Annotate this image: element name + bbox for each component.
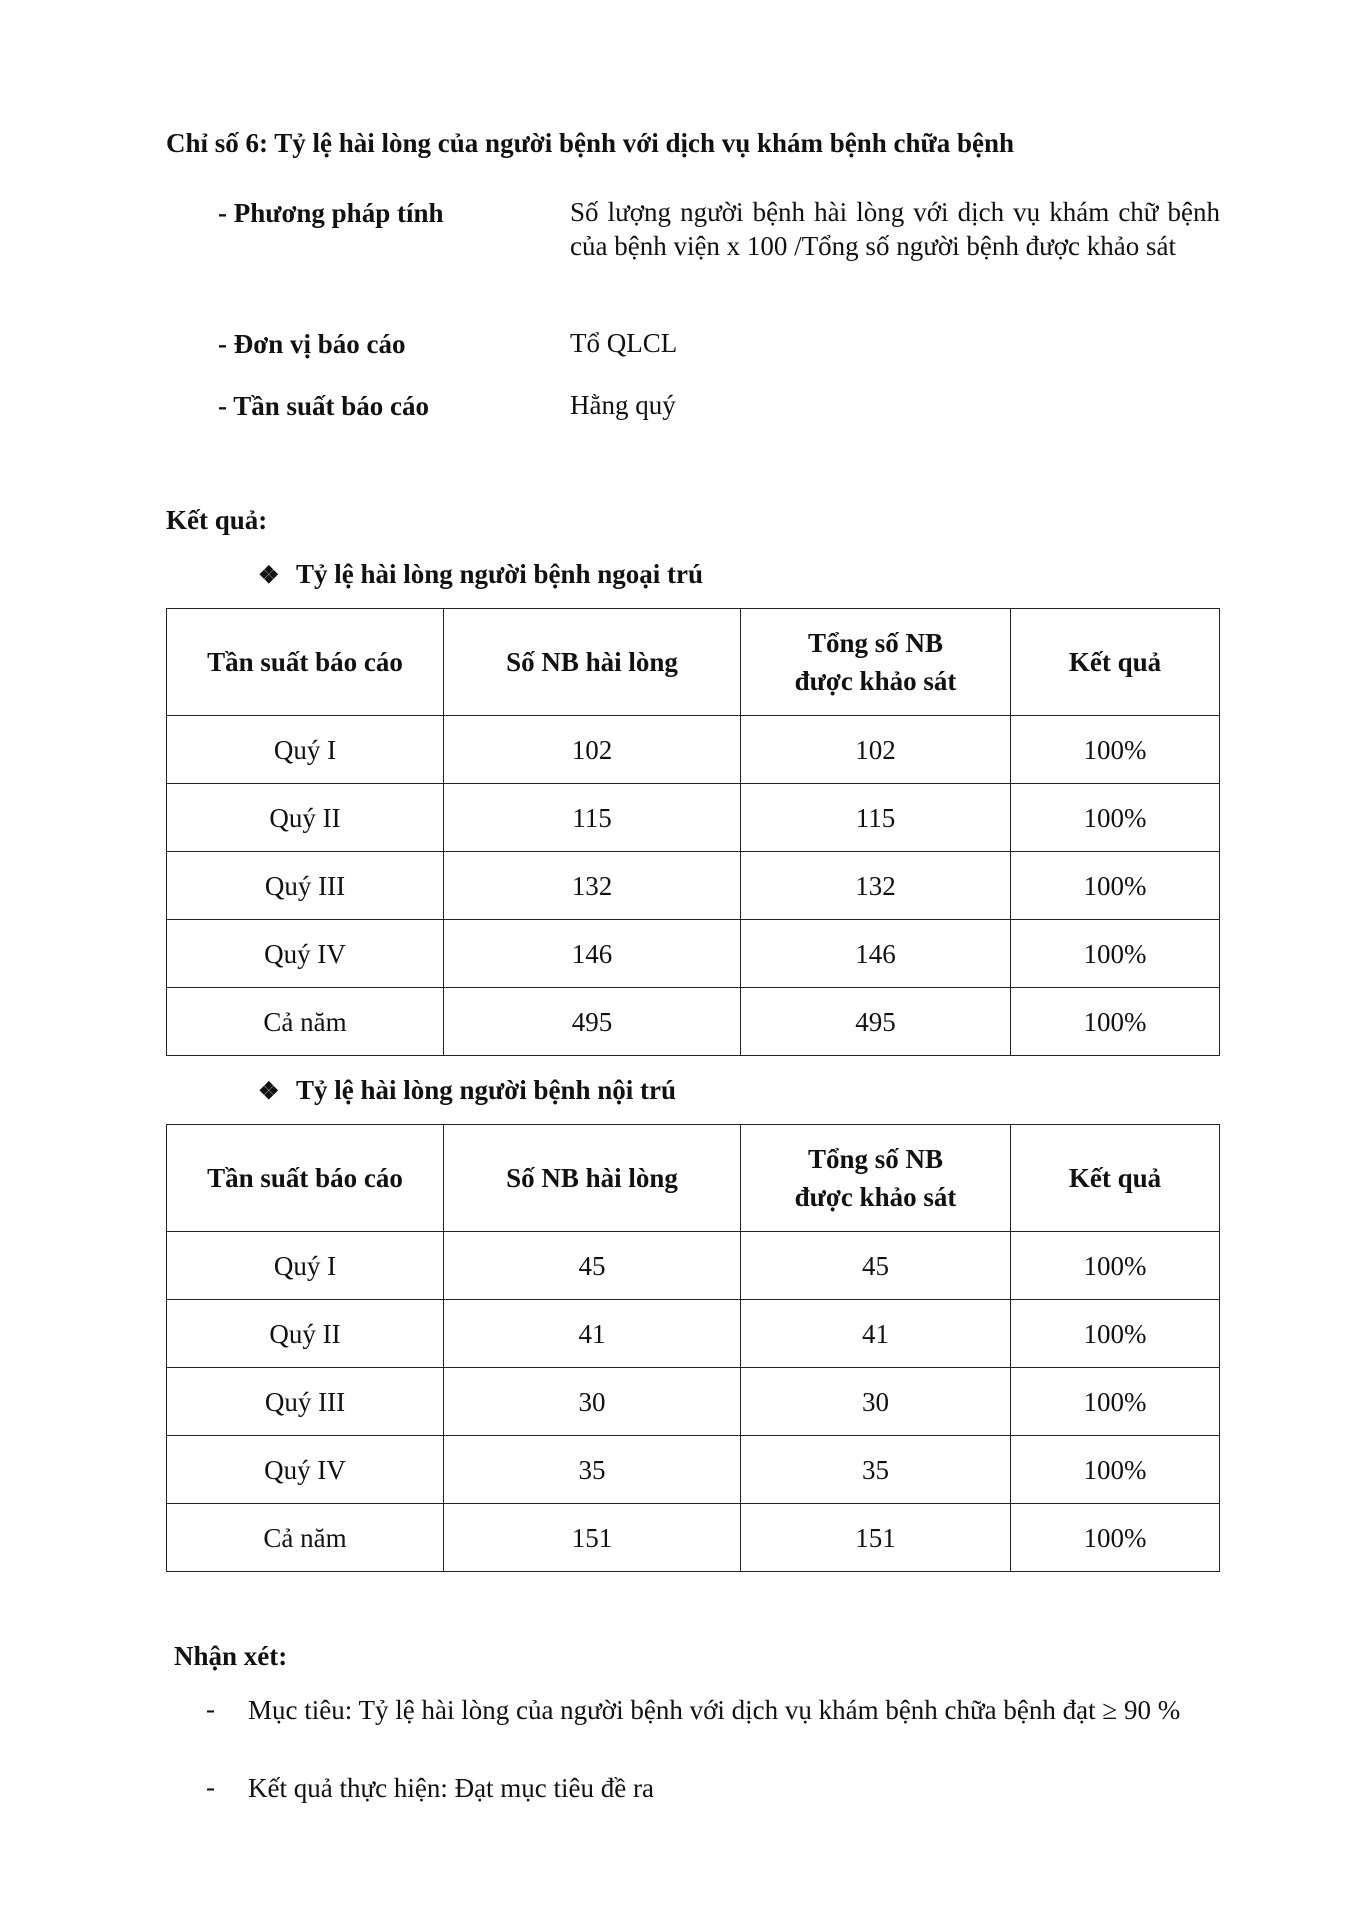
- method-value: Số lượng người bệnh hài lòng với dịch vụ khám chữ bệnh của bệnh viện x 100 /Tổng số người bệnh được khảo sát: [570, 197, 1220, 261]
- table-row: [167, 1504, 1220, 1572]
- table-cell: 30: [741, 1368, 1011, 1436]
- table-cell: 35: [444, 1436, 741, 1504]
- table-cell: 151: [741, 1504, 1011, 1572]
- outpatient-caption-text: Tỷ lệ hài lòng người bệnh ngoại trú: [296, 559, 703, 589]
- table-cell: Quý IV: [167, 920, 444, 988]
- column-header: Số NB hài lòng: [444, 609, 741, 716]
- table-cell: 132: [444, 852, 741, 920]
- table-cell: 100%: [1011, 716, 1220, 784]
- dash-bullet-icon: -: [206, 1772, 215, 1802]
- column-header: Tổng số NB được khảo sát: [741, 609, 1011, 716]
- table-row: [167, 852, 1220, 920]
- report-unit-label: - Đơn vị báo cáo: [218, 329, 406, 359]
- remarks-heading: Nhận xét:: [174, 1641, 288, 1671]
- remark-result: Kết quả thực hiện: Đạt mục tiêu đề ra: [248, 1773, 654, 1803]
- table-row: [167, 1300, 1220, 1368]
- table-cell: 45: [444, 1232, 741, 1300]
- table-row: [167, 1368, 1220, 1436]
- table-cell: Quý III: [167, 1368, 444, 1436]
- table-cell: 100%: [1011, 1300, 1220, 1368]
- outpatient-caption: [258, 559, 703, 590]
- column-header: Số NB hài lòng: [444, 1125, 741, 1232]
- inpatient-caption: [258, 1075, 676, 1106]
- table-cell: Quý I: [167, 716, 444, 784]
- table-cell: 45: [741, 1232, 1011, 1300]
- table-cell: Quý II: [167, 1300, 444, 1368]
- column-header: Tần suất báo cáo: [167, 1125, 444, 1232]
- table-row: [167, 716, 1220, 784]
- table-cell: 102: [741, 716, 1011, 784]
- table-row: [167, 920, 1220, 988]
- dash-bullet-icon: -: [206, 1694, 215, 1724]
- table-cell: 100%: [1011, 784, 1220, 852]
- table-cell: 41: [444, 1300, 741, 1368]
- table-cell: 100%: [1011, 852, 1220, 920]
- table-row: [167, 1232, 1220, 1300]
- table-row: [167, 988, 1220, 1056]
- table-cell: Cả năm: [167, 988, 444, 1056]
- table-cell: 100%: [1011, 1436, 1220, 1504]
- table-cell: 30: [444, 1368, 741, 1436]
- table-cell: 151: [444, 1504, 741, 1572]
- column-header: Tổng số NB được khảo sát: [741, 1125, 1011, 1232]
- report-frequency-value: Hằng quý: [570, 390, 676, 420]
- table-cell: Quý IV: [167, 1436, 444, 1504]
- table-cell: 495: [741, 988, 1011, 1056]
- method-label: - Phương pháp tính: [218, 198, 444, 228]
- table-cell: 115: [444, 784, 741, 852]
- column-header: Kết quả: [1011, 609, 1220, 716]
- column-header: Tần suất báo cáo: [167, 609, 444, 716]
- results-heading: Kết quả:: [166, 505, 268, 535]
- report-unit-value: Tổ QLCL: [570, 328, 678, 358]
- table-cell: 35: [741, 1436, 1011, 1504]
- table-cell: 100%: [1011, 988, 1220, 1056]
- table-cell: Quý III: [167, 852, 444, 920]
- diamond-bullet-icon: ❖: [258, 1079, 280, 1105]
- table-cell: 132: [741, 852, 1011, 920]
- table-cell: 100%: [1011, 1232, 1220, 1300]
- table-row: [167, 784, 1220, 852]
- remark-target: Mục tiêu: Tỷ lệ hài lòng của người bệnh với dịch vụ khám bệnh chữa bệnh đạt ≥ 90 %: [248, 1695, 1181, 1725]
- table-header-row: [167, 609, 1220, 716]
- table-cell: 100%: [1011, 1368, 1220, 1436]
- column-header: Kết quả: [1011, 1125, 1220, 1232]
- inpatient-table: [166, 1124, 1220, 1572]
- report-frequency-label: - Tần suất báo cáo: [218, 391, 430, 421]
- page-title: Chỉ số 6: Tỷ lệ hài lòng của người bệnh với dịch vụ khám bệnh chữa bệnh: [166, 128, 1015, 158]
- table-cell: 115: [741, 784, 1011, 852]
- table-cell: 100%: [1011, 1504, 1220, 1572]
- table-cell: Cả năm: [167, 1504, 444, 1572]
- table-cell: Quý I: [167, 1232, 444, 1300]
- table-cell: 495: [444, 988, 741, 1056]
- table-cell: 146: [444, 920, 741, 988]
- table-header-row: [167, 1125, 1220, 1232]
- inpatient-caption-text: Tỷ lệ hài lòng người bệnh nội trú: [296, 1075, 676, 1105]
- table-cell: 146: [741, 920, 1011, 988]
- outpatient-table: [166, 608, 1220, 1056]
- table-cell: Quý II: [167, 784, 444, 852]
- table-row: [167, 1436, 1220, 1504]
- table-cell: 102: [444, 716, 741, 784]
- table-cell: 41: [741, 1300, 1011, 1368]
- diamond-bullet-icon: ❖: [258, 563, 280, 589]
- table-cell: 100%: [1011, 920, 1220, 988]
